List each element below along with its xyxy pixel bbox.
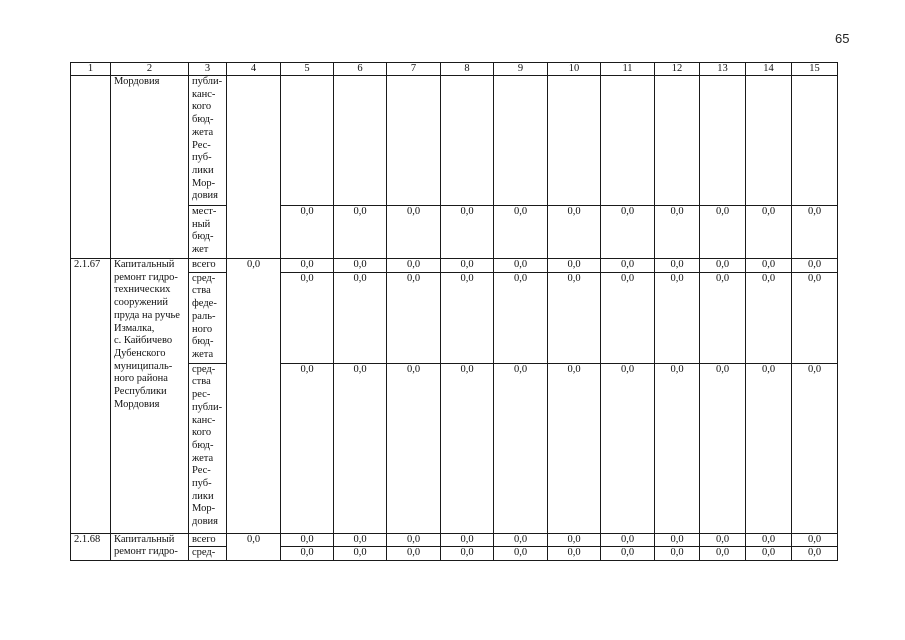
value-cell: 0,0 <box>548 206 601 259</box>
value-cell: 0,0 <box>334 363 387 533</box>
value-cell: 0,0 <box>334 206 387 259</box>
value-cell: 0,0 <box>746 272 792 363</box>
value-cell: 0,0 <box>441 259 494 273</box>
header-cell: 13 <box>700 63 746 76</box>
name-cell: Капитальный ремонт гидро- технических сооружений пруда на ручье Измалка, с. Кайбичево Дубенского муниципаль- ного района Республики Мордовия <box>111 259 189 534</box>
value-cell: 0,0 <box>655 533 700 547</box>
name-cell: Капитальный ремонт гидро- <box>111 533 189 560</box>
value-cell: 0,0 <box>281 259 334 273</box>
header-cell: 4 <box>227 63 281 76</box>
value-cell: 0,0 <box>792 272 838 363</box>
col4-cell: 0,0 <box>227 259 281 534</box>
col4-cell: 0,0 <box>227 533 281 560</box>
value-cell: 0,0 <box>387 259 441 273</box>
value-cell: 0,0 <box>746 363 792 533</box>
header-cell: 15 <box>792 63 838 76</box>
header-cell: 1 <box>71 63 111 76</box>
value-cell: 0,0 <box>655 206 700 259</box>
col4-cell <box>227 76 281 259</box>
header-cell: 9 <box>494 63 548 76</box>
table-row <box>71 259 838 273</box>
value-cell: 0,0 <box>387 272 441 363</box>
value-cell: 0,0 <box>387 533 441 547</box>
header-cell: 5 <box>281 63 334 76</box>
table-row <box>71 533 838 547</box>
value-cell: 0,0 <box>700 272 746 363</box>
value-cell: 0,0 <box>334 259 387 273</box>
table-row <box>71 76 838 206</box>
page-number: 65 <box>835 31 850 46</box>
header-cell: 7 <box>387 63 441 76</box>
code-cell <box>71 76 111 259</box>
value-cell: 0,0 <box>548 259 601 273</box>
value-cell: 0,0 <box>700 206 746 259</box>
value-cell: 0,0 <box>601 363 655 533</box>
source-cell: всего <box>189 533 227 547</box>
source-cell: мест- ный бюд- жет <box>189 206 227 259</box>
header-cell: 3 <box>189 63 227 76</box>
value-cell: 0,0 <box>441 547 494 561</box>
header-cell: 14 <box>746 63 792 76</box>
header-cell: 11 <box>601 63 655 76</box>
value-cell: 0,0 <box>601 547 655 561</box>
header-cell: 6 <box>334 63 387 76</box>
value-cell: 0,0 <box>281 206 334 259</box>
value-cell: 0,0 <box>494 206 548 259</box>
value-cell: 0,0 <box>601 533 655 547</box>
code-cell: 2.1.67 <box>71 259 111 534</box>
source-cell: сред- ства феде- раль- ного бюд- жета <box>189 272 227 363</box>
value-cell: 0,0 <box>792 547 838 561</box>
value-cell: 0,0 <box>700 533 746 547</box>
value-cell: 0,0 <box>792 363 838 533</box>
budget-table-sheet <box>70 62 838 561</box>
value-cell: 0,0 <box>494 363 548 533</box>
value-cell: 0,0 <box>441 533 494 547</box>
value-cell: 0,0 <box>601 272 655 363</box>
value-cell: 0,0 <box>655 259 700 273</box>
value-cell: 0,0 <box>334 272 387 363</box>
value-cell: 0,0 <box>334 533 387 547</box>
value-cell: 0,0 <box>281 363 334 533</box>
source-cell: всего <box>189 259 227 273</box>
value-cell: 0,0 <box>548 363 601 533</box>
value-cell: 0,0 <box>746 206 792 259</box>
value-cell: 0,0 <box>494 272 548 363</box>
value-cell: 0,0 <box>792 259 838 273</box>
value-cell: 0,0 <box>281 272 334 363</box>
value-cell: 0,0 <box>601 259 655 273</box>
value-cell: 0,0 <box>700 259 746 273</box>
value-cell: 0,0 <box>494 533 548 547</box>
value-cell: 0,0 <box>281 533 334 547</box>
name-cell: Мордовия <box>111 76 189 259</box>
value-cell: 0,0 <box>792 206 838 259</box>
value-cell: 0,0 <box>655 272 700 363</box>
value-cell: 0,0 <box>792 533 838 547</box>
value-cell: 0,0 <box>387 547 441 561</box>
code-cell: 2.1.68 <box>71 533 111 560</box>
source-cell: публи- канс- кого бюд- жета Рес- пуб- лики Мор- довия <box>189 76 227 206</box>
value-cell: 0,0 <box>441 272 494 363</box>
value-cell: 0,0 <box>700 547 746 561</box>
value-cell: 0,0 <box>655 547 700 561</box>
value-cell: 0,0 <box>548 272 601 363</box>
value-cell: 0,0 <box>334 547 387 561</box>
value-cell: 0,0 <box>655 363 700 533</box>
value-cell: 0,0 <box>281 547 334 561</box>
value-cell: 0,0 <box>387 363 441 533</box>
value-cell: 0,0 <box>746 533 792 547</box>
source-cell: сред- ства рес- публи- канс- кого бюд- жета Рес- пуб- лики Мор- довия <box>189 363 227 533</box>
value-cell: 0,0 <box>746 547 792 561</box>
value-cell: 0,0 <box>548 547 601 561</box>
value-cell: 0,0 <box>494 259 548 273</box>
value-cell: 0,0 <box>746 259 792 273</box>
value-cell: 0,0 <box>548 533 601 547</box>
value-cell: 0,0 <box>441 206 494 259</box>
budget-table <box>70 62 838 561</box>
value-cell: 0,0 <box>387 206 441 259</box>
header-cell: 8 <box>441 63 494 76</box>
value-cell: 0,0 <box>494 547 548 561</box>
value-cell: 0,0 <box>700 363 746 533</box>
value-cell: 0,0 <box>441 363 494 533</box>
header-cell: 10 <box>548 63 601 76</box>
source-cell: сред- <box>189 547 227 561</box>
header-cell: 12 <box>655 63 700 76</box>
header-cell: 2 <box>111 63 189 76</box>
value-cell: 0,0 <box>601 206 655 259</box>
header-row <box>71 63 838 76</box>
